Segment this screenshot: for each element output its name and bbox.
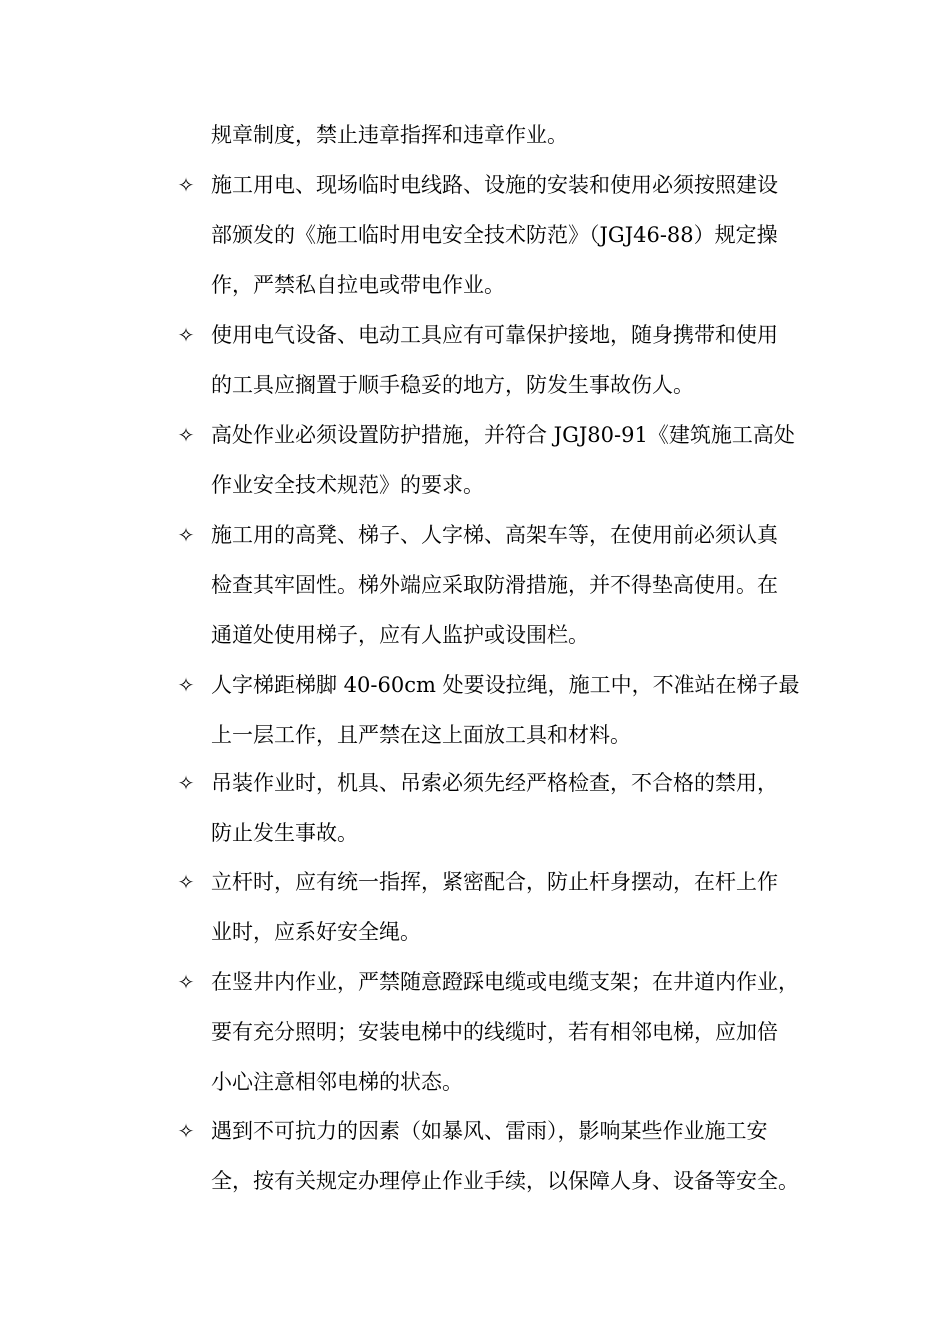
list-item-line: 检查其牢固性。梯外端应采取防滑措施，并不得垫高使用。在 (211, 573, 778, 597)
diamond-bullet-icon: ✧ (177, 970, 195, 994)
list-item-line: 上一层工作，且严禁在这上面放工具和材料。 (211, 723, 631, 747)
list-item-line: 在竖井内作业，严禁随意蹬踩电缆或电缆支架；在井道内作业， (211, 970, 799, 994)
list-item-line: 吊装作业时，机具、吊索必须先经严格检查，不合格的禁用， (211, 771, 778, 795)
list-item-line: 的工具应搁置于顺手稳妥的地方，防发生事故伤人。 (211, 373, 694, 397)
diamond-bullet-icon: ✧ (177, 423, 195, 447)
list-item-line: 使用电气设备、电动工具应有可靠保护接地，随身携带和使用 (211, 323, 778, 347)
list-item-line: 高处作业必须设置防护措施，并符合 JGJ80-91《建筑施工高处 (211, 423, 795, 447)
list-item-line: 作业安全技术规范》的要求。 (211, 473, 484, 497)
paragraph-line: 规章制度，禁止违章指挥和违章作业。 (211, 123, 568, 147)
list-item-line: 施工用的高凳、梯子、人字梯、高架车等，在使用前必须认真 (211, 523, 778, 547)
list-item-line: 小心注意相邻电梯的状态。 (211, 1070, 463, 1094)
diamond-bullet-icon: ✧ (177, 870, 195, 894)
diamond-bullet-icon: ✧ (177, 673, 195, 697)
diamond-bullet-icon: ✧ (177, 771, 195, 795)
list-item-line: 作，严禁私自拉电或带电作业。 (211, 273, 505, 297)
list-item-line: 要有充分照明；安装电梯中的线缆时，若有相邻电梯，应加倍 (211, 1020, 778, 1044)
diamond-bullet-icon: ✧ (177, 1119, 195, 1143)
list-item-line: 业时，应系好安全绳。 (211, 920, 421, 944)
diamond-bullet-icon: ✧ (177, 323, 195, 347)
list-item-line: 遇到不可抗力的因素（如暴风、雷雨），影响某些作业施工安 (211, 1119, 768, 1143)
list-item-line: 人字梯距梯脚 40-60cm 处要设拉绳，施工中，不准站在梯子最 (211, 673, 800, 697)
list-item-line: 立杆时，应有统一指挥，紧密配合，防止杆身摆动，在杆上作 (211, 870, 778, 894)
list-item-line: 通道处使用梯子，应有人监护或设围栏。 (211, 623, 589, 647)
diamond-bullet-icon: ✧ (177, 523, 195, 547)
diamond-bullet-icon: ✧ (177, 173, 195, 197)
continuation-paragraph (211, 110, 811, 160)
list-item-line: 防止发生事故。 (211, 821, 358, 845)
list-item-line: 部颁发的《施工临时用电安全技术防范》（JGJ46-88）规定操 (211, 223, 778, 247)
list-item-line: 全，按有关规定办理停止作业手续，以保障人身、设备等安全。 (211, 1169, 799, 1193)
list-item-line: 施工用电、现场临时电线路、设施的安装和使用必须按照建设 (211, 173, 778, 197)
